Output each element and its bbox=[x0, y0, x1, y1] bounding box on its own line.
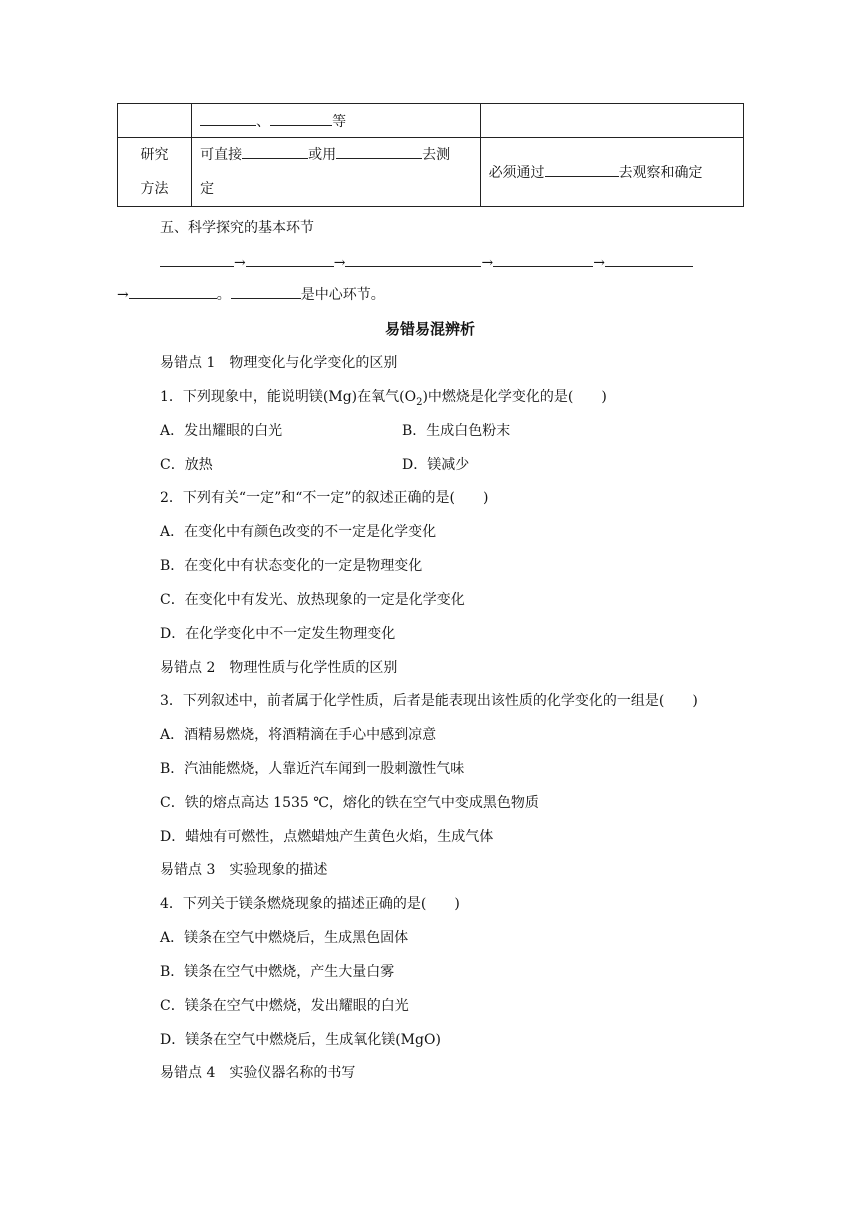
option-c: C．铁的熔点高达 1535 ℃，熔化的铁在空气中变成黑色物质 bbox=[160, 795, 539, 811]
row-header-research-method bbox=[118, 138, 192, 207]
question-stem: 3．下列叙述中，前者属于化学性质，后者是能表现出该性质的化学变化的一组是( ) bbox=[160, 693, 698, 709]
table-cell-examples bbox=[192, 104, 480, 138]
table-cell-empty bbox=[480, 104, 743, 138]
cell-text: 或用 bbox=[308, 147, 337, 163]
arrow: → bbox=[117, 287, 129, 303]
options-row bbox=[160, 454, 760, 474]
cell-text: 定 bbox=[200, 181, 215, 197]
question-text: )中燃烧是化学变化的是( ) bbox=[422, 389, 607, 405]
steps-line-2 bbox=[117, 284, 385, 304]
option-c: C．镁条在空气中燃烧，发出耀眼的白光 bbox=[160, 998, 409, 1014]
option-a: A．酒精易燃烧，将酒精滴在手心中感到凉意 bbox=[160, 727, 437, 743]
fill-blank bbox=[493, 252, 593, 267]
fill-blank bbox=[345, 252, 481, 267]
table-row bbox=[118, 138, 744, 207]
steps-line-1 bbox=[160, 252, 693, 271]
option-b: B．镁条在空气中燃烧，产生大量白雾 bbox=[160, 964, 395, 980]
section-heading: 五、科学探究的基本环节 bbox=[160, 220, 314, 236]
error-point-heading: 易错点 4 实验仪器名称的书写 bbox=[160, 1065, 356, 1081]
fill-blank bbox=[336, 144, 422, 159]
error-point-heading: 易错点 1 物理变化与化学变化的区别 bbox=[160, 355, 398, 371]
fill-blank bbox=[231, 284, 301, 299]
comparison-table bbox=[117, 103, 744, 207]
cell-text: 。 bbox=[216, 287, 231, 303]
cell-text: 是中心环节。 bbox=[300, 287, 385, 303]
arrow: → bbox=[234, 255, 246, 271]
table-cell-empty bbox=[118, 104, 192, 138]
arrow: → bbox=[333, 255, 346, 271]
table-row bbox=[118, 104, 744, 138]
separator: 、 bbox=[256, 113, 271, 130]
cell-text: 可直接 bbox=[200, 147, 243, 163]
option-b: B．汽油能燃烧，人靠近汽车闻到一股刺激性气味 bbox=[160, 761, 465, 777]
option-a: A．在变化中有颜色改变的不一定是化学变化 bbox=[160, 524, 437, 540]
fill-blank bbox=[545, 162, 619, 177]
option-d: D．镁条在空气中燃烧后，生成氧化镁(MgO) bbox=[160, 1032, 441, 1048]
question-stem: 2．下列有关“一定”和“不一定”的叙述正确的是( ) bbox=[160, 490, 489, 506]
option-d: D．镁减少 bbox=[402, 457, 470, 473]
table-cell-method-right bbox=[480, 138, 743, 207]
fill-blank bbox=[160, 252, 234, 267]
section-title: 易错易混辨析 bbox=[384, 320, 475, 338]
cell-text: 去观察和确定 bbox=[618, 165, 703, 181]
question-stem: 4．下列关于镁条燃烧现象的描述正确的是( ) bbox=[160, 896, 460, 912]
row-header-line: 方法 bbox=[140, 181, 169, 197]
option-d: D．蜡烛有可燃性，点燃蜡烛产生黄色火焰，生成气体 bbox=[160, 829, 494, 845]
option-d: D．在化学变化中不一定发生物理变化 bbox=[160, 626, 396, 642]
row-header-line: 研究 bbox=[140, 147, 169, 163]
error-point-heading: 易错点 3 实验现象的描述 bbox=[160, 862, 328, 878]
cell-text: 等 bbox=[332, 113, 347, 130]
arrow: → bbox=[593, 255, 605, 271]
option-b: B．在变化中有状态变化的一定是物理变化 bbox=[160, 558, 423, 574]
cell-text: 去测 bbox=[422, 147, 451, 163]
fill-blank bbox=[242, 144, 308, 159]
subscript: 2 bbox=[416, 396, 423, 408]
option-c: C．放热 bbox=[160, 457, 213, 473]
option-c: C．在变化中有发光、放热现象的一定是化学变化 bbox=[160, 592, 465, 608]
fill-blank bbox=[246, 252, 334, 267]
options-row bbox=[160, 420, 760, 440]
fill-blank bbox=[270, 111, 332, 126]
option-a: A．发出耀眼的白光 bbox=[160, 423, 283, 439]
table-cell-method-left bbox=[192, 138, 480, 207]
cell-text: 必须通过 bbox=[488, 165, 545, 181]
arrow: → bbox=[481, 255, 494, 271]
option-a: A．镁条在空气中燃烧后，生成黑色固体 bbox=[160, 930, 409, 946]
fill-blank bbox=[129, 284, 217, 299]
error-point-heading: 易错点 2 物理性质与化学性质的区别 bbox=[160, 660, 398, 676]
question-stem bbox=[160, 386, 607, 408]
question-text: 1．下列现象中，能说明镁(Mg)在氧气(O bbox=[160, 389, 417, 405]
option-b: B．生成白色粉末 bbox=[402, 423, 511, 439]
fill-blank bbox=[605, 252, 693, 267]
fill-blank bbox=[200, 111, 256, 126]
